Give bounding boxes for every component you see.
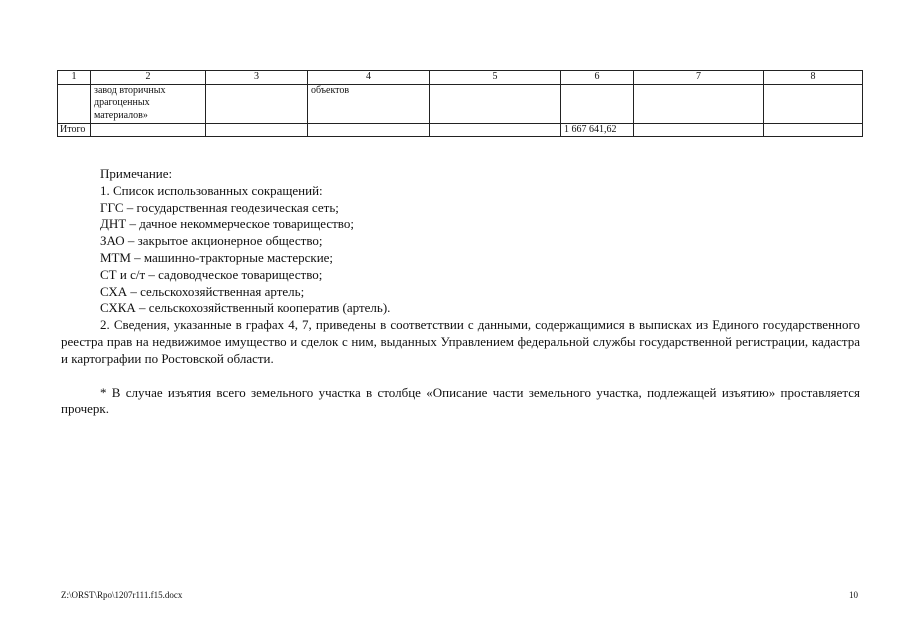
table-cell — [308, 123, 430, 137]
table-cell — [764, 84, 863, 123]
table-cell: объектов — [308, 84, 430, 123]
notes-item-1: 1. Список использованных сокращений: — [100, 182, 323, 198]
abbreviation-item: СТ и с/т – садоводческое товарищество; — [100, 266, 323, 282]
spacer — [61, 368, 860, 385]
header-cell: 4 — [308, 71, 430, 85]
table-total-row — [58, 123, 863, 137]
table-cell — [91, 123, 206, 137]
table-row — [58, 84, 863, 123]
header-cell: 5 — [430, 71, 561, 85]
table-cell — [206, 123, 308, 137]
header-cell: 1 — [58, 71, 91, 85]
abbreviation-item: ЗАО – закрытое акционерное общество; — [100, 233, 323, 249]
abbreviation-item: МТМ – машинно-тракторные мастерские; — [100, 249, 334, 265]
abbreviation-item: СХКА – сельскохозяйственный кооператив (артель). — [100, 300, 391, 316]
data-table — [57, 70, 863, 137]
page-number: 10 — [849, 590, 858, 600]
table-cell — [634, 84, 764, 123]
header-cell: 6 — [561, 71, 634, 85]
notes-title: Примечание: — [100, 166, 173, 181]
header-cell: 7 — [634, 71, 764, 85]
total-label: Итого — [58, 123, 91, 137]
table-header-row — [58, 71, 863, 85]
table-cell — [206, 84, 308, 123]
table-cell — [430, 84, 561, 123]
notes-item-2: 2. Сведения, указанные в графах 4, 7, приведены в соответствии с данными, содержащимися в выписках из Единого государственного реестра прав на недвижимое имущество и сделок с ним, выданных Управлением федеральной службы государственной регистрации, кадастра и картографии по Ростовской области. — [61, 317, 860, 366]
header-cell: 2 — [91, 71, 206, 85]
abbreviation-item: ДНТ – дачное некоммерческое товарищество; — [100, 216, 354, 232]
table-cell — [764, 123, 863, 137]
footer-file-path: Z:\ORST\Rpo\1207r111.f15.docx — [61, 590, 183, 600]
footnote: * В случае изъятия всего земельного участка в столбце «Описание части земельного участка, подлежащей изъятию» проставляется прочерк. — [61, 384, 860, 417]
table-cell — [634, 123, 764, 137]
header-cell: 8 — [764, 71, 863, 85]
table-cell: завод вторичных драгоценных материалов» — [91, 84, 206, 123]
table-cell — [561, 84, 634, 123]
header-cell: 3 — [206, 71, 308, 85]
abbreviation-item: ГГС – государственная геодезическая сеть; — [100, 199, 339, 215]
abbreviation-item: СХА – сельскохозяйственная артель; — [100, 283, 305, 299]
table-cell — [430, 123, 561, 137]
table-cell — [58, 84, 91, 123]
total-value: 1 667 641,62 — [561, 123, 634, 137]
notes-section — [61, 166, 860, 418]
